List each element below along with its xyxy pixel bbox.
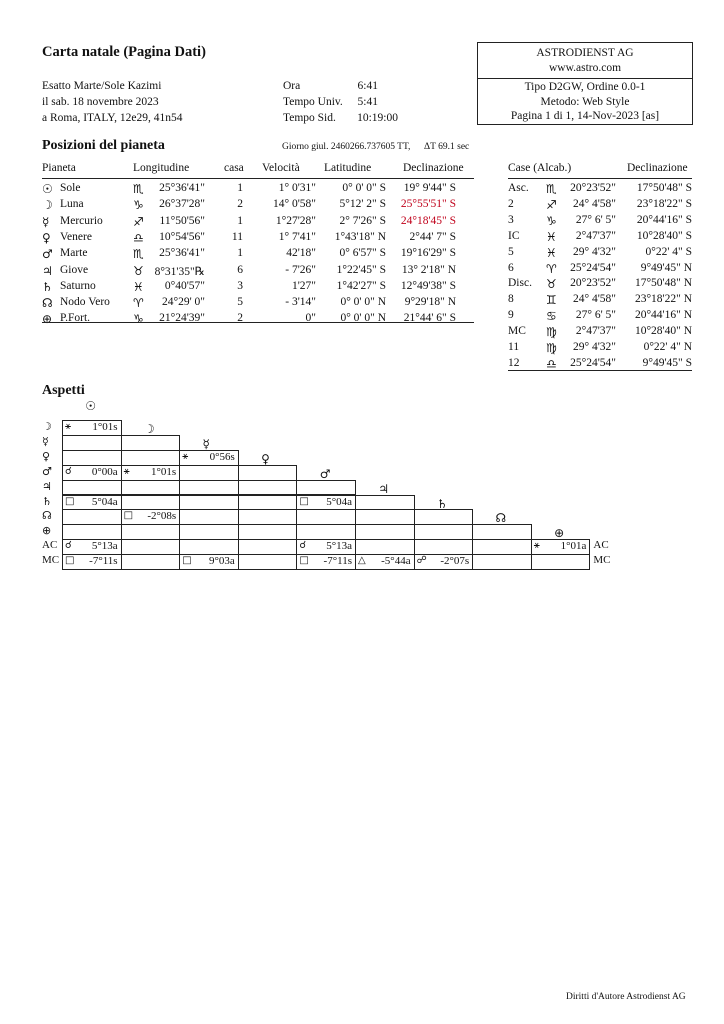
house-longitude: 29° 4'32" <box>573 245 616 258</box>
aspect-cell <box>62 554 122 570</box>
house-longitude: 29° 4'32" <box>573 341 616 353</box>
house-label: 9 <box>508 309 514 322</box>
aspect-symbol-icon: □ <box>299 495 309 507</box>
aspect-cell <box>121 495 181 511</box>
planet-speed: 1'27" <box>291 279 316 292</box>
diagonal-planet-icon: ☊ <box>495 511 507 526</box>
house-sign-icon: ♎ <box>546 356 557 371</box>
house-sign-icon: ♑ <box>546 213 557 228</box>
planet-glyph-icon: ♄ <box>42 279 53 294</box>
aspect-row-label: ♀ <box>42 449 51 463</box>
aspect-symbol-icon: ☌ <box>65 540 72 552</box>
aspect-cell <box>238 480 298 496</box>
aspect-cell <box>121 539 181 555</box>
planet-name: Mercurio <box>60 214 103 227</box>
aspect-cell <box>472 554 532 570</box>
planet-name: Nodo Vero <box>60 296 110 309</box>
planet-name: P.Fort. <box>60 312 91 325</box>
house-label: 5 <box>508 245 514 258</box>
house-declination: 23°18'22" S <box>636 197 692 210</box>
aspect-row-label: ♂ <box>42 464 52 478</box>
aspect-row-label: ⊕ <box>42 524 52 538</box>
planet-glyph-icon: ♃ <box>42 263 53 278</box>
aspect-cell <box>296 480 356 496</box>
aspect-orb: 5°13a <box>91 540 118 553</box>
aspect-cell <box>414 509 474 525</box>
time-label-local: Ora <box>283 80 301 92</box>
planet-declination: 13° 2'18" N <box>401 263 456 276</box>
aspect-cell <box>179 450 239 466</box>
aspect-cell <box>62 420 122 436</box>
positions-header-rule <box>42 178 474 179</box>
aspect-orb: 0°56s <box>209 450 235 463</box>
delta-t: ΔT 69.1 sec <box>424 142 470 152</box>
planet-longitude: 25°36'41" <box>159 182 205 194</box>
house-declination: 17°50'48" S <box>636 182 692 194</box>
planet-speed: - 7'26" <box>285 263 316 276</box>
aspect-cell <box>62 495 122 511</box>
planet-latitude: 1°22'45" S <box>336 263 386 276</box>
planet-glyph-icon: ☽ <box>42 198 53 213</box>
houses-bottom-rule <box>508 370 692 371</box>
aspect-cell <box>414 539 474 555</box>
aspect-cell <box>355 539 415 555</box>
positions-title: Posizioni del pianeta <box>42 138 165 153</box>
aspect-orb: 9°03a <box>209 555 235 568</box>
aspect-cell <box>121 450 181 466</box>
aspect-cell <box>62 465 122 481</box>
house-sign-icon: ♓ <box>546 245 557 260</box>
house-sign-icon: ♏ <box>546 182 557 196</box>
company-name: ASTRODIENST AG <box>536 47 634 59</box>
planet-speed: 1°27'28" <box>275 214 316 227</box>
aspect-row-label: MC <box>42 554 60 567</box>
aspects-title: Aspetti <box>42 383 85 398</box>
planet-name: Luna <box>60 198 84 211</box>
aspect-symbol-icon: ☍ <box>416 555 427 567</box>
aspect-cell <box>238 524 298 540</box>
diagonal-planet-icon: ♃ <box>378 481 390 496</box>
zodiac-sign-icon: ♉ <box>133 263 144 278</box>
diagonal-planet-icon: ♀ <box>261 451 270 466</box>
planet-speed: - 3'14" <box>285 296 316 309</box>
aspect-cell <box>179 509 239 525</box>
aspect-symbol-icon: □ <box>123 510 134 522</box>
diagonal-planet-icon: ☿ <box>202 436 210 451</box>
aspect-row-label: ♃ <box>42 479 52 493</box>
planet-glyph-icon: ☊ <box>42 296 53 311</box>
aspect-cell <box>121 554 181 570</box>
aspect-orb: 5°13a <box>326 540 352 553</box>
aspect-cell <box>238 465 298 481</box>
aspect-symbol-icon: ⚹ <box>182 450 189 462</box>
planet-longitude: 26°37'28" <box>159 198 205 211</box>
house-longitude: 27° 6' 5" <box>575 309 616 322</box>
aspect-orb: 5°04a <box>326 495 352 508</box>
col-header-houses: Case (Alcab.) <box>508 162 572 174</box>
aspect-cell <box>238 539 298 555</box>
planet-declination: 25°55'51" S <box>400 198 456 211</box>
aspect-cell <box>121 480 181 496</box>
aspect-orb: 0°00a <box>91 465 118 478</box>
planet-name: Saturno <box>60 279 96 292</box>
aspect-cell <box>414 524 474 540</box>
info-box-divider <box>478 78 692 79</box>
zodiac-sign-icon: ♐ <box>133 214 144 229</box>
house-sign-icon: ♋ <box>546 309 557 324</box>
aspect-cell <box>179 554 239 570</box>
aspect-cell <box>62 435 122 451</box>
aspect-row-label: AC <box>42 539 58 552</box>
aspect-orb: -7°11s <box>323 555 352 568</box>
aspect-orb: -2°07s <box>440 555 470 568</box>
aspect-cell <box>355 524 415 540</box>
house-declination: 9°49'45" N <box>640 261 692 274</box>
col-header-house: casa <box>224 162 244 174</box>
copyright-footer: Diritti d'Autore Astrodienst AG <box>566 992 686 1002</box>
planet-speed: 1° 0'31" <box>278 182 316 194</box>
aspect-orb: -7°11s <box>89 555 118 568</box>
aspect-cell <box>296 509 356 525</box>
diagonal-planet-icon: ♂ <box>319 466 331 481</box>
house-declination: 23°18'22" N <box>634 293 692 306</box>
planet-declination: 24°18'45" S <box>400 214 456 227</box>
house-declination: 10°28'40" N <box>634 325 692 338</box>
aspect-cell <box>62 524 122 540</box>
col-header-latitude: Latitudine <box>324 162 372 174</box>
aspect-cell <box>121 435 181 451</box>
col-header-planet: Pianeta <box>42 162 76 174</box>
aspect-orb: 1°01a <box>560 540 587 553</box>
diagonal-planet-icon: ♄ <box>436 496 448 511</box>
aspect-symbol-icon: □ <box>182 555 192 567</box>
planet-latitude: 0° 0' 0" S <box>342 182 386 194</box>
aspect-cell <box>179 524 239 540</box>
astrodienst-info-box <box>477 42 693 125</box>
aspect-symbol-icon: ☌ <box>65 465 72 477</box>
house-longitude: 25°24'54" <box>570 356 616 369</box>
aspect-cell <box>179 539 239 555</box>
page-line: Pagina 1 di 1, 14-Nov-2023 [as] <box>510 110 660 122</box>
house-longitude: 20°23'52" <box>570 182 616 194</box>
house-declination: 0°22' 4" S <box>645 245 692 258</box>
planet-glyph-icon: ♂ <box>42 247 53 262</box>
aspect-cell <box>238 554 298 570</box>
date-line: il sab. 18 novembre 2023 <box>42 96 159 108</box>
zodiac-sign-icon: ♑ <box>133 312 144 327</box>
house-longitude: 2°47'37" <box>575 229 616 242</box>
aspect-row-label: ☊ <box>42 509 52 523</box>
place-line: a Roma, ITALY, 12e29, 41n54 <box>42 112 183 124</box>
house-declination: 17°50'48" N <box>634 277 692 290</box>
time-value-sid: 10:19:00 <box>357 112 398 124</box>
zodiac-sign-icon: ♎ <box>133 230 144 245</box>
zodiac-sign-icon: ♑ <box>133 198 144 213</box>
house-sign-icon: ♐ <box>546 197 557 212</box>
planet-speed: 1° 7'41" <box>278 230 316 243</box>
aspect-cell <box>179 480 239 496</box>
planet-house: 3 <box>237 279 243 292</box>
diagonal-planet-icon: ☽ <box>143 422 155 436</box>
aspect-row-label-right: AC <box>593 539 609 552</box>
planet-speed: 0" <box>305 312 316 325</box>
planet-name: Sole <box>60 182 81 194</box>
house-declination: 10°28'40" S <box>636 229 692 242</box>
positions-bottom-rule <box>42 322 474 323</box>
house-longitude: 20°23'52" <box>570 277 616 290</box>
planet-longitude: 25°36'41" <box>159 247 205 260</box>
planet-latitude: 1°42'27" S <box>336 279 386 292</box>
house-sign-icon: ♍ <box>546 341 557 355</box>
planet-longitude: 8°31'35"℞ <box>154 265 205 278</box>
aspect-symbol-icon: □ <box>299 555 309 567</box>
aspect-cell <box>121 465 181 481</box>
planet-declination: 12°49'38" S <box>400 279 456 292</box>
aspect-symbol-icon: △ <box>358 555 366 567</box>
page-title: Carta natale (Pagina Dati) <box>42 44 206 60</box>
time-label-sid: Tempo Sid. <box>283 112 336 124</box>
time-value-ut: 5:41 <box>357 96 378 108</box>
planet-declination: 19° 9'44" S <box>403 182 456 194</box>
aspect-cell <box>531 554 591 570</box>
house-declination: 9°49'45" S <box>642 356 692 369</box>
col-header-speed: Velocità <box>262 162 300 174</box>
aspect-symbol-icon: □ <box>65 555 75 567</box>
diagonal-planet-icon: ⊕ <box>554 526 565 541</box>
chart-type-line: Tipo D2GW, Ordine 0.0-1 <box>524 81 646 93</box>
julian-day: Giorno giul. 2460266.737605 TT, <box>282 142 411 152</box>
aspect-cell <box>296 554 356 570</box>
aspect-cell <box>355 495 415 511</box>
aspect-row-label: ♄ <box>42 494 52 508</box>
planet-latitude: 5°12' 2" S <box>339 198 386 211</box>
zodiac-sign-icon: ♓ <box>133 279 144 294</box>
planet-house: 5 <box>237 296 243 309</box>
planet-latitude: 1°43'18" N <box>334 230 386 243</box>
planet-name: Giove <box>60 263 89 276</box>
aspect-cell <box>531 539 591 555</box>
planet-longitude: 24°29' 0" <box>162 296 205 309</box>
aspect-orb: 5°04a <box>91 495 118 508</box>
house-sign-icon: ♈ <box>546 261 557 276</box>
aspect-cell <box>472 524 532 540</box>
aspect-cell <box>355 509 415 525</box>
planet-declination: 19°16'29" S <box>400 247 456 260</box>
time-label-ut: Tempo Univ. <box>283 96 343 108</box>
col-header-declination: Declinazione <box>403 162 464 174</box>
zodiac-sign-icon: ♈ <box>133 296 144 311</box>
house-label: IC <box>508 229 520 242</box>
house-label: 12 <box>508 356 520 369</box>
diagonal-planet-icon: ☉ <box>85 399 97 413</box>
aspect-row-label: ☿ <box>42 434 49 448</box>
subject-line: Esatto Marte/Sole Kazimi <box>42 80 162 92</box>
aspect-cell <box>296 524 356 540</box>
aspect-symbol-icon: ⚹ <box>123 465 130 477</box>
aspect-cell <box>179 495 239 511</box>
planet-house: 6 <box>237 263 243 276</box>
aspect-cell <box>62 480 122 496</box>
planet-glyph-icon: ♀ <box>42 230 51 245</box>
aspect-cell <box>179 465 239 481</box>
company-website: www.astro.com <box>548 62 622 74</box>
aspect-row-label: ☽ <box>42 420 52 433</box>
house-longitude: 27° 6' 5" <box>575 213 616 226</box>
planet-name: Marte <box>60 247 88 260</box>
time-value-local: 6:41 <box>357 80 378 92</box>
house-longitude: 2°47'37" <box>575 325 616 338</box>
houses-header-rule <box>508 178 692 179</box>
planet-glyph-icon: ☿ <box>42 214 50 229</box>
planet-house: 1 <box>237 214 243 227</box>
planet-latitude: 2° 7'26" S <box>339 214 386 227</box>
house-label: Disc. <box>508 277 532 290</box>
planet-declination: 2°44' 7" S <box>409 230 456 243</box>
aspect-cell <box>62 450 122 466</box>
aspect-cell <box>355 554 415 570</box>
planet-name: Venere <box>60 230 92 243</box>
planet-declination: 21°44' 6" S <box>403 312 456 325</box>
aspect-cell <box>121 509 181 525</box>
aspect-orb: 1°01s <box>151 465 177 478</box>
house-sign-icon: ♊ <box>546 293 557 308</box>
planet-latitude: 0° 0' 0" N <box>340 296 386 309</box>
planet-house: 2 <box>237 312 243 325</box>
planet-house: 11 <box>231 230 243 243</box>
house-longitude: 24° 4'58" <box>573 293 616 306</box>
planet-speed: 42'18" <box>286 247 316 260</box>
zodiac-sign-icon: ♏ <box>133 182 144 196</box>
planet-glyph-icon: ⊕ <box>42 312 53 327</box>
planet-longitude: 10°54'56" <box>159 230 205 243</box>
planet-longitude: 21°24'39" <box>159 312 205 325</box>
house-label: 8 <box>508 293 514 306</box>
planet-longitude: 11°50'56" <box>159 214 205 227</box>
planet-house: 2 <box>237 198 243 211</box>
house-sign-icon: ♍ <box>546 325 557 340</box>
house-longitude: 24° 4'58" <box>573 197 616 210</box>
planet-house: 1 <box>237 247 243 260</box>
house-label: 2 <box>508 197 514 210</box>
aspect-row-label-right: MC <box>593 554 611 567</box>
aspect-symbol-icon: □ <box>65 495 75 507</box>
aspect-orb: 1°01s <box>92 421 118 433</box>
house-label: 3 <box>508 213 514 226</box>
planet-longitude: 0°40'57" <box>164 279 205 292</box>
aspect-cell <box>62 539 122 555</box>
planet-house: 1 <box>237 182 243 194</box>
planet-latitude: 0° 6'57" S <box>339 247 386 260</box>
aspect-cell <box>414 554 474 570</box>
planet-latitude: 0° 0' 0" N <box>340 312 386 325</box>
aspect-cell <box>472 539 532 555</box>
house-sign-icon: ♓ <box>546 229 557 244</box>
aspect-cell <box>238 509 298 525</box>
aspect-cell <box>62 509 122 525</box>
aspect-orb: -2°08s <box>147 510 177 523</box>
house-declination: 20°44'16" N <box>634 309 692 322</box>
planet-declination: 9°29'18" N <box>404 296 456 309</box>
house-declination: 20°44'16" S <box>636 213 692 226</box>
house-declination: 0°22' 4" N <box>643 341 692 353</box>
aspect-cell <box>121 524 181 540</box>
method-line: Metodo: Web Style <box>540 96 630 108</box>
house-sign-icon: ♉ <box>546 277 557 292</box>
house-label: 11 <box>508 341 520 353</box>
planet-speed: 14° 0'58" <box>273 198 316 211</box>
col-header-longitude: Longitudine <box>133 162 190 174</box>
aspect-cell <box>296 495 356 511</box>
planet-glyph-icon: ☉ <box>42 182 53 196</box>
house-label: MC <box>508 325 526 338</box>
aspect-symbol-icon: ☌ <box>299 540 307 552</box>
aspect-symbol-icon: ⚹ <box>65 421 71 432</box>
house-label: 6 <box>508 261 514 274</box>
aspect-cell <box>296 539 356 555</box>
aspect-symbol-icon: ⚹ <box>533 540 540 552</box>
house-longitude: 25°24'54" <box>570 261 616 274</box>
zodiac-sign-icon: ♏ <box>133 247 144 262</box>
aspect-orb: -5°44a <box>381 555 411 568</box>
col-header-house-declination: Declinazione <box>627 162 688 174</box>
aspect-cell <box>238 495 298 511</box>
house-label: Asc. <box>508 182 529 194</box>
